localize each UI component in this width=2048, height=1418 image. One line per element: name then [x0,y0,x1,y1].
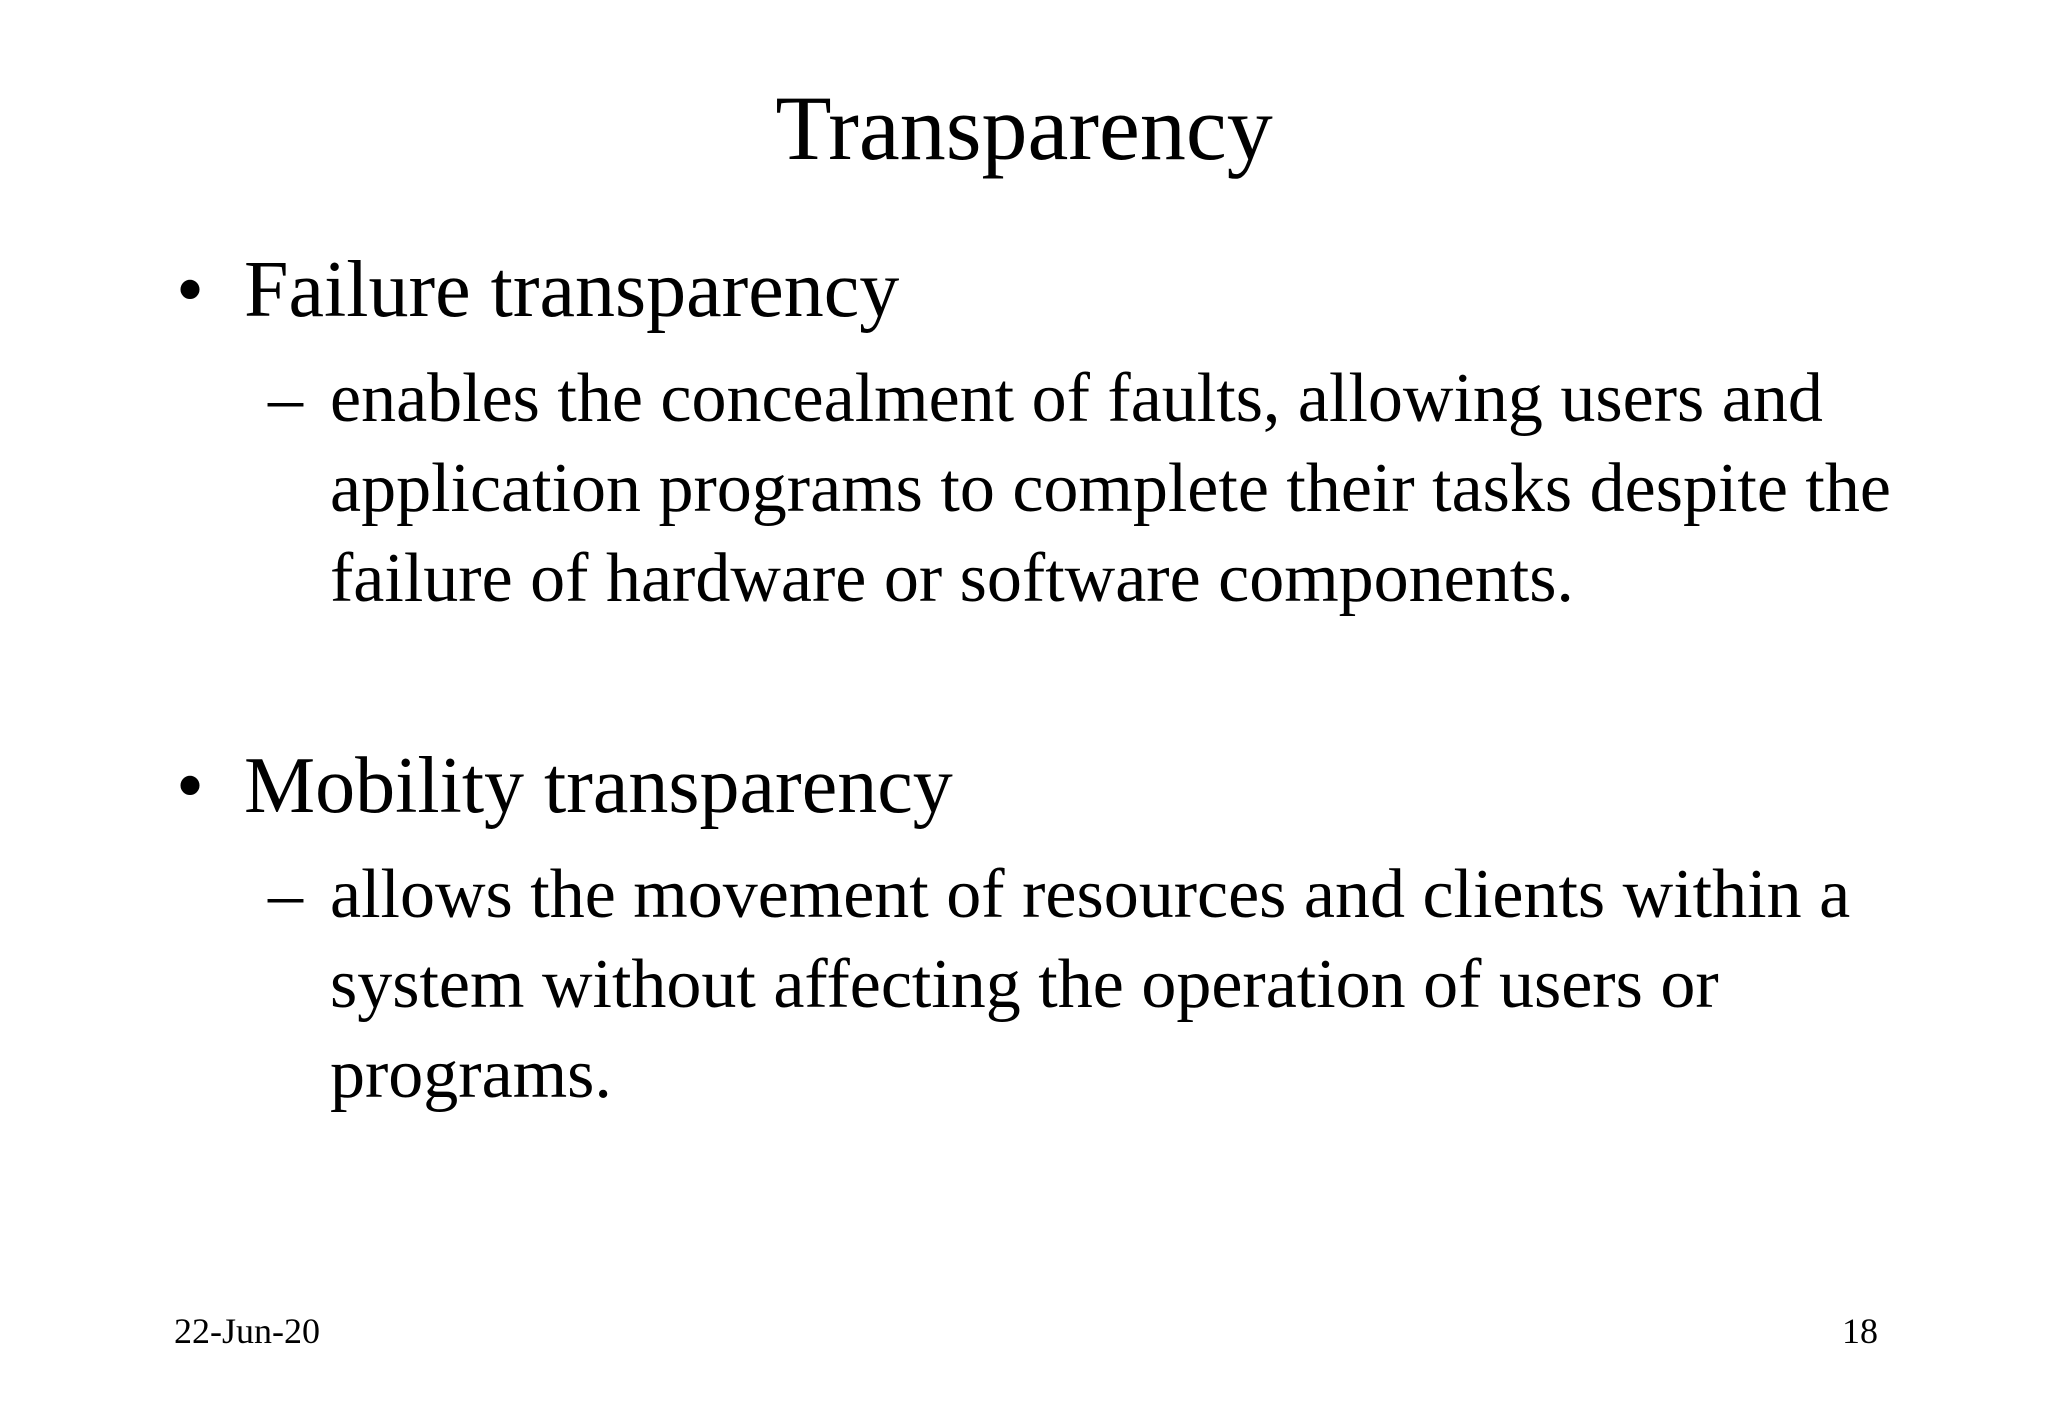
sub-bullet-failure-detail [268,354,1948,624]
bullet-marker: • [176,742,205,830]
bullet-heading: Failure transparency [244,246,900,334]
bullet-marker: • [176,246,205,334]
sub-bullet-mobility-detail [268,850,1948,1120]
bullet-mobility-transparency [176,740,953,832]
footer-page-number: 18 [1842,1311,1878,1351]
bullet-failure-transparency [176,244,899,336]
sub-bullet-text: allows the movement of resources and clients within a system without affecting the operation of users or programs. [330,856,1851,1113]
sub-bullet-marker: – [268,856,303,933]
sub-bullet-marker: – [268,360,303,437]
bullet-heading: Mobility transparency [244,742,953,830]
footer-date: 22-Jun-20 [174,1311,320,1351]
slide-title: Transparency [775,77,1273,179]
sub-bullet-text: enables the concealment of faults, allowing users and application programs to complete their tasks despite the failure of hardware or software components. [330,360,1891,617]
